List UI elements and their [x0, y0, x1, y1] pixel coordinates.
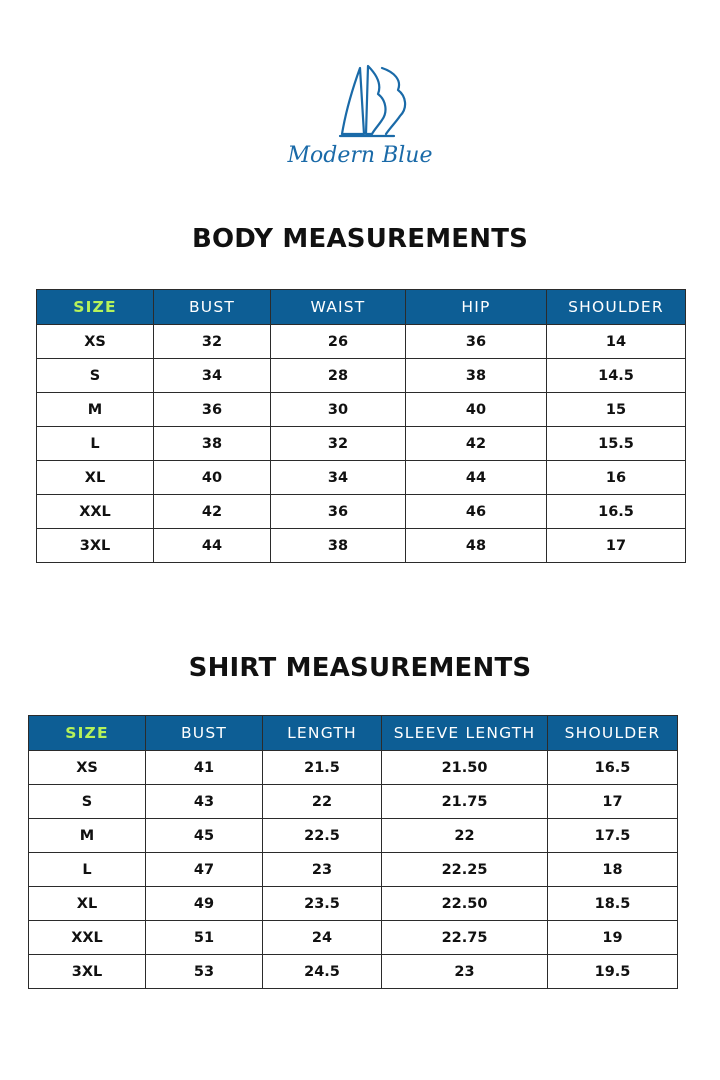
- cell-shoulder: 16.5: [548, 751, 678, 785]
- table-row: [29, 853, 678, 887]
- table-row: [37, 427, 686, 461]
- cell-waist: 26: [271, 325, 406, 359]
- cell-waist: 32: [271, 427, 406, 461]
- cell-bust: 49: [146, 887, 263, 921]
- cell-waist: 28: [271, 359, 406, 393]
- cell-hip: 36: [406, 325, 547, 359]
- cell-sleeve-length: 22.50: [382, 887, 548, 921]
- cell-sleeve-length: 21.75: [382, 785, 548, 819]
- header-sleeve-length: SLEEVE LENGTH: [382, 716, 548, 751]
- header-size: SIZE: [29, 716, 146, 751]
- table-row: [29, 887, 678, 921]
- cell-shoulder: 17: [547, 529, 686, 563]
- cell-length: 21.5: [263, 751, 382, 785]
- cell-length: 22: [263, 785, 382, 819]
- cell-size: M: [37, 393, 154, 427]
- cell-size: XL: [37, 461, 154, 495]
- header-bust: BUST: [146, 716, 263, 751]
- cell-bust: 44: [154, 529, 271, 563]
- header-waist: WAIST: [271, 290, 406, 325]
- body-measurements-table: [36, 289, 686, 563]
- shirt-measurements-table: [28, 715, 678, 989]
- cell-bust: 36: [154, 393, 271, 427]
- cell-sleeve-length: 22: [382, 819, 548, 853]
- cell-shoulder: 18.5: [548, 887, 678, 921]
- cell-length: 24.5: [263, 955, 382, 989]
- cell-sleeve-length: 22.75: [382, 921, 548, 955]
- brand-name: Modern Blue: [287, 143, 433, 168]
- cell-size: M: [29, 819, 146, 853]
- header-bust: BUST: [154, 290, 271, 325]
- cell-sleeve-length: 22.25: [382, 853, 548, 887]
- body-measurements-title: BODY MEASUREMENTS: [191, 224, 529, 254]
- table-row: [29, 819, 678, 853]
- table-row: [37, 359, 686, 393]
- table-row: [29, 785, 678, 819]
- cell-size: 3XL: [37, 529, 154, 563]
- cell-size: XXL: [37, 495, 154, 529]
- table-row: [37, 529, 686, 563]
- cell-size: S: [37, 359, 154, 393]
- table-row: [37, 461, 686, 495]
- cell-bust: 43: [146, 785, 263, 819]
- sailboat-logo-icon: [282, 60, 438, 172]
- cell-waist: 34: [271, 461, 406, 495]
- cell-hip: 40: [406, 393, 547, 427]
- cell-bust: 42: [154, 495, 271, 529]
- table-row: [37, 325, 686, 359]
- table-row: [29, 751, 678, 785]
- cell-length: 23.5: [263, 887, 382, 921]
- cell-bust: 38: [154, 427, 271, 461]
- cell-shoulder: 14.5: [547, 359, 686, 393]
- cell-hip: 44: [406, 461, 547, 495]
- cell-size: L: [37, 427, 154, 461]
- cell-shoulder: 15: [547, 393, 686, 427]
- cell-shoulder: 19: [548, 921, 678, 955]
- cell-sleeve-length: 21.50: [382, 751, 548, 785]
- cell-bust: 53: [146, 955, 263, 989]
- header-shoulder: SHOULDER: [547, 290, 686, 325]
- cell-size: S: [29, 785, 146, 819]
- header-shoulder: SHOULDER: [548, 716, 678, 751]
- cell-size: XS: [37, 325, 154, 359]
- cell-length: 23: [263, 853, 382, 887]
- table-row: [37, 393, 686, 427]
- cell-size: XXL: [29, 921, 146, 955]
- cell-sleeve-length: 23: [382, 955, 548, 989]
- cell-waist: 38: [271, 529, 406, 563]
- table-header-row: [29, 716, 678, 751]
- header-size: SIZE: [37, 290, 154, 325]
- cell-size: XS: [29, 751, 146, 785]
- header-hip: HIP: [406, 290, 547, 325]
- cell-waist: 36: [271, 495, 406, 529]
- cell-bust: 45: [146, 819, 263, 853]
- table-row: [29, 921, 678, 955]
- cell-bust: 51: [146, 921, 263, 955]
- cell-hip: 48: [406, 529, 547, 563]
- table-row: [37, 495, 686, 529]
- cell-size: XL: [29, 887, 146, 921]
- cell-bust: 34: [154, 359, 271, 393]
- cell-bust: 32: [154, 325, 271, 359]
- cell-hip: 42: [406, 427, 547, 461]
- table-row: [29, 955, 678, 989]
- cell-length: 24: [263, 921, 382, 955]
- header-length: LENGTH: [263, 716, 382, 751]
- cell-size: 3XL: [29, 955, 146, 989]
- cell-hip: 38: [406, 359, 547, 393]
- cell-bust: 40: [154, 461, 271, 495]
- cell-hip: 46: [406, 495, 547, 529]
- cell-bust: 41: [146, 751, 263, 785]
- cell-shoulder: 17.5: [548, 819, 678, 853]
- cell-bust: 47: [146, 853, 263, 887]
- cell-shoulder: 15.5: [547, 427, 686, 461]
- cell-shoulder: 18: [548, 853, 678, 887]
- cell-shoulder: 16.5: [547, 495, 686, 529]
- cell-length: 22.5: [263, 819, 382, 853]
- cell-shoulder: 17: [548, 785, 678, 819]
- cell-shoulder: 16: [547, 461, 686, 495]
- cell-shoulder: 19.5: [548, 955, 678, 989]
- brand-logo: [282, 60, 438, 172]
- table-header-row: [37, 290, 686, 325]
- cell-shoulder: 14: [547, 325, 686, 359]
- cell-size: L: [29, 853, 146, 887]
- shirt-measurements-title: SHIRT MEASUREMENTS: [188, 653, 532, 683]
- cell-waist: 30: [271, 393, 406, 427]
